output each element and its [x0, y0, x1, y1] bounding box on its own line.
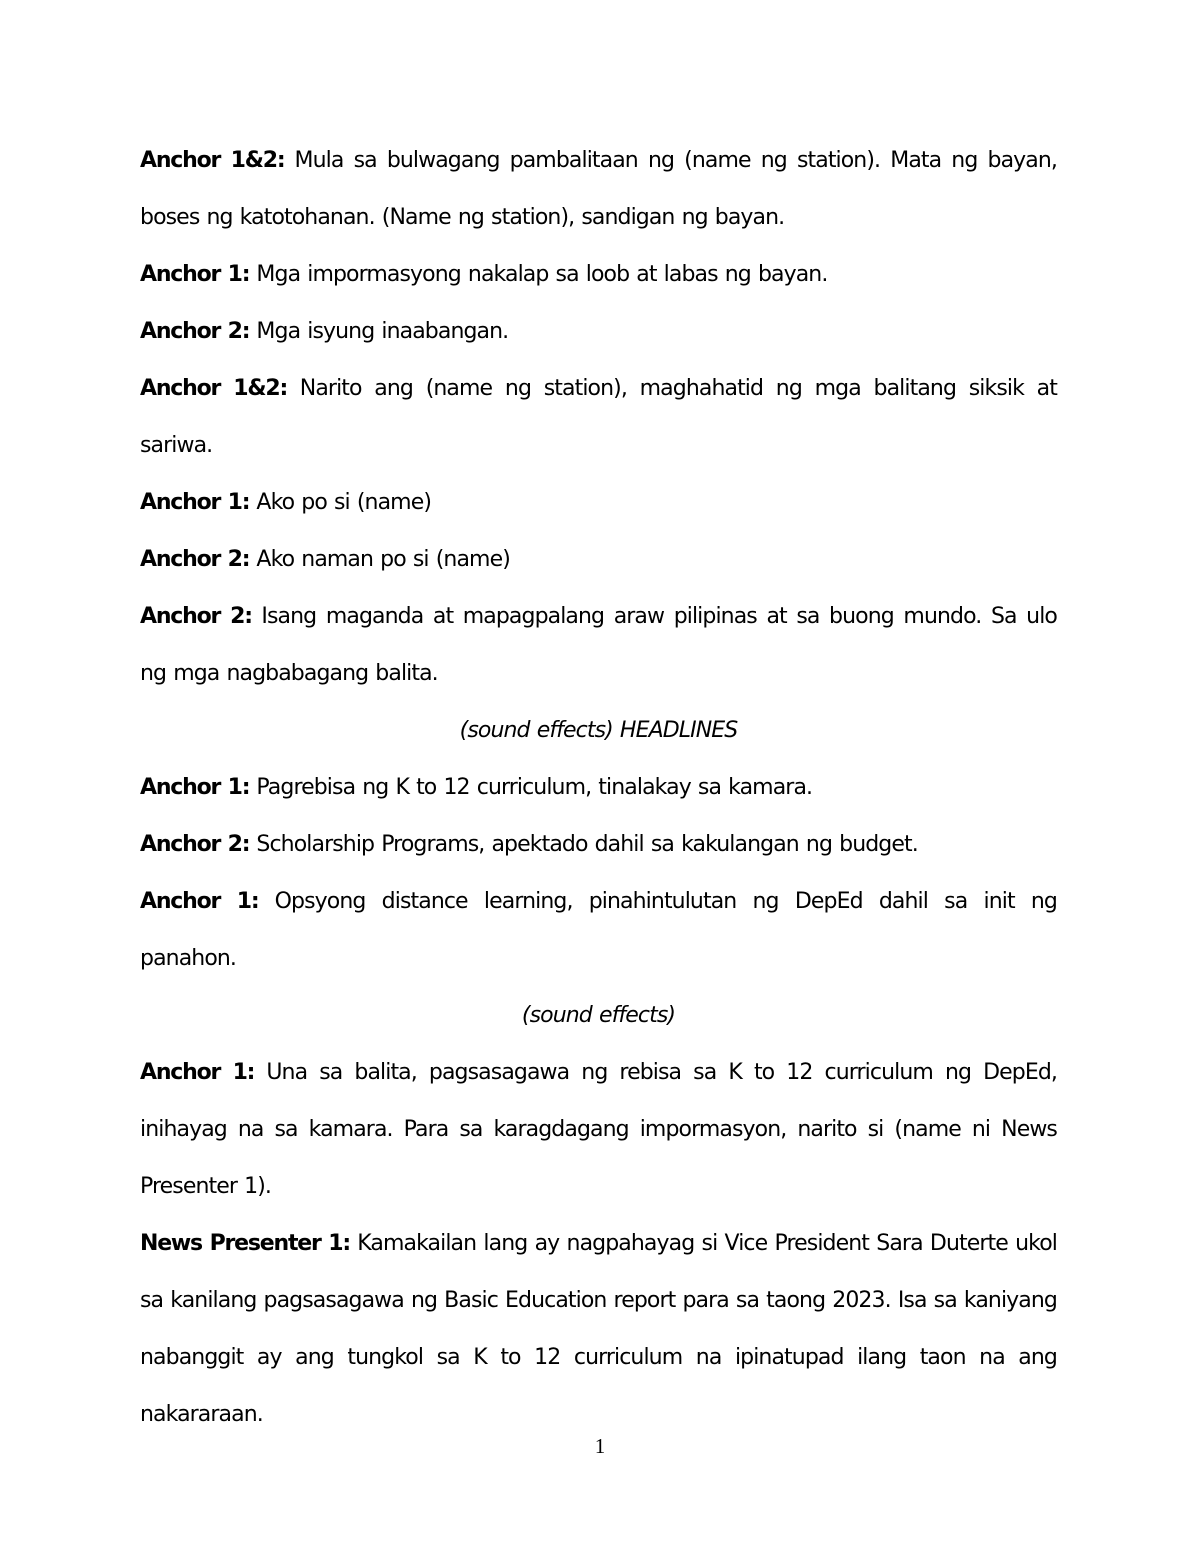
- script-line: [140, 1215, 1057, 1443]
- script-line: [140, 360, 1057, 474]
- speaker-label: Anchor 2:: [140, 319, 250, 344]
- script-line: [140, 1044, 1057, 1215]
- document-page: [140, 132, 1057, 1443]
- line-text: Scholarship Programs, apektado dahil sa kakulangan ng budget.: [256, 832, 918, 857]
- script-line: [140, 474, 1057, 531]
- script-line: [140, 873, 1057, 987]
- line-text: Una sa balita, pagsasagawa ng rebisa sa K to 12 curriculum ng DepEd, inihayag na sa kamara. Para sa karagdagang impormasyon, narito si (name ni News Presenter 1).: [140, 1060, 1057, 1199]
- line-text: Mga impormasyong nakalap sa loob at labas ng bayan.: [256, 262, 828, 287]
- speaker-label: Anchor 1:: [140, 775, 250, 800]
- speaker-label: Anchor 1&2:: [140, 148, 285, 173]
- line-text: Kamakailan lang ay nagpahayag si Vice President Sara Duterte ukol sa kanilang pagsasagawa ng Basic Education report para sa taong 2023. Isa sa kaniyang nabanggit ay ang tungkol sa K to 12 curriculum na ipinatupad ilang taon na ang nakararaan.: [140, 1231, 1057, 1427]
- script-line: [140, 588, 1057, 702]
- script-line: [140, 132, 1057, 246]
- line-text: Opsyong distance learning, pinahintulutan ng DepEd dahil sa init ng panahon.: [140, 889, 1057, 971]
- speaker-label: Anchor 1:: [140, 1060, 255, 1085]
- line-text: Ako po si (name): [256, 490, 432, 515]
- script-line: [140, 531, 1057, 588]
- speaker-label: Anchor 2:: [140, 832, 250, 857]
- script-line: [140, 816, 1057, 873]
- speaker-label: Anchor 1:: [140, 889, 259, 914]
- script-line: [140, 246, 1057, 303]
- line-text: Mula sa bulwagang pambalitaan ng (name ng station). Mata ng bayan, boses ng katotohanan. (Name ng station), sandigan ng bayan.: [140, 148, 1058, 230]
- speaker-label: Anchor 1:: [140, 262, 250, 287]
- line-text: Isang maganda at mapagpalang araw pilipinas at sa buong mundo. Sa ulo ng mga nagbabagang balita.: [140, 604, 1057, 686]
- speaker-label: Anchor 2:: [140, 547, 250, 572]
- speaker-label: Anchor 1&2:: [140, 376, 288, 401]
- speaker-label: Anchor 1:: [140, 490, 250, 515]
- line-text: Ako naman po si (name): [256, 547, 510, 572]
- speaker-label: News Presenter 1:: [140, 1231, 350, 1256]
- line-text: Mga isyung inaabangan.: [256, 319, 509, 344]
- speaker-label: Anchor 2:: [140, 604, 252, 629]
- line-text: Narito ang (name ng station), maghahatid ng mga balitang siksik at sariwa.: [140, 376, 1057, 458]
- sound-effects-cue: (sound effects): [521, 1003, 676, 1028]
- sound-effects-headlines-cue: (sound effects) HEADLINES: [459, 718, 738, 743]
- script-line: [140, 759, 1057, 816]
- page-number: 1: [594, 1434, 606, 1458]
- line-text: Pagrebisa ng K to 12 curriculum, tinalakay sa kamara.: [256, 775, 813, 800]
- script-line: [140, 303, 1057, 360]
